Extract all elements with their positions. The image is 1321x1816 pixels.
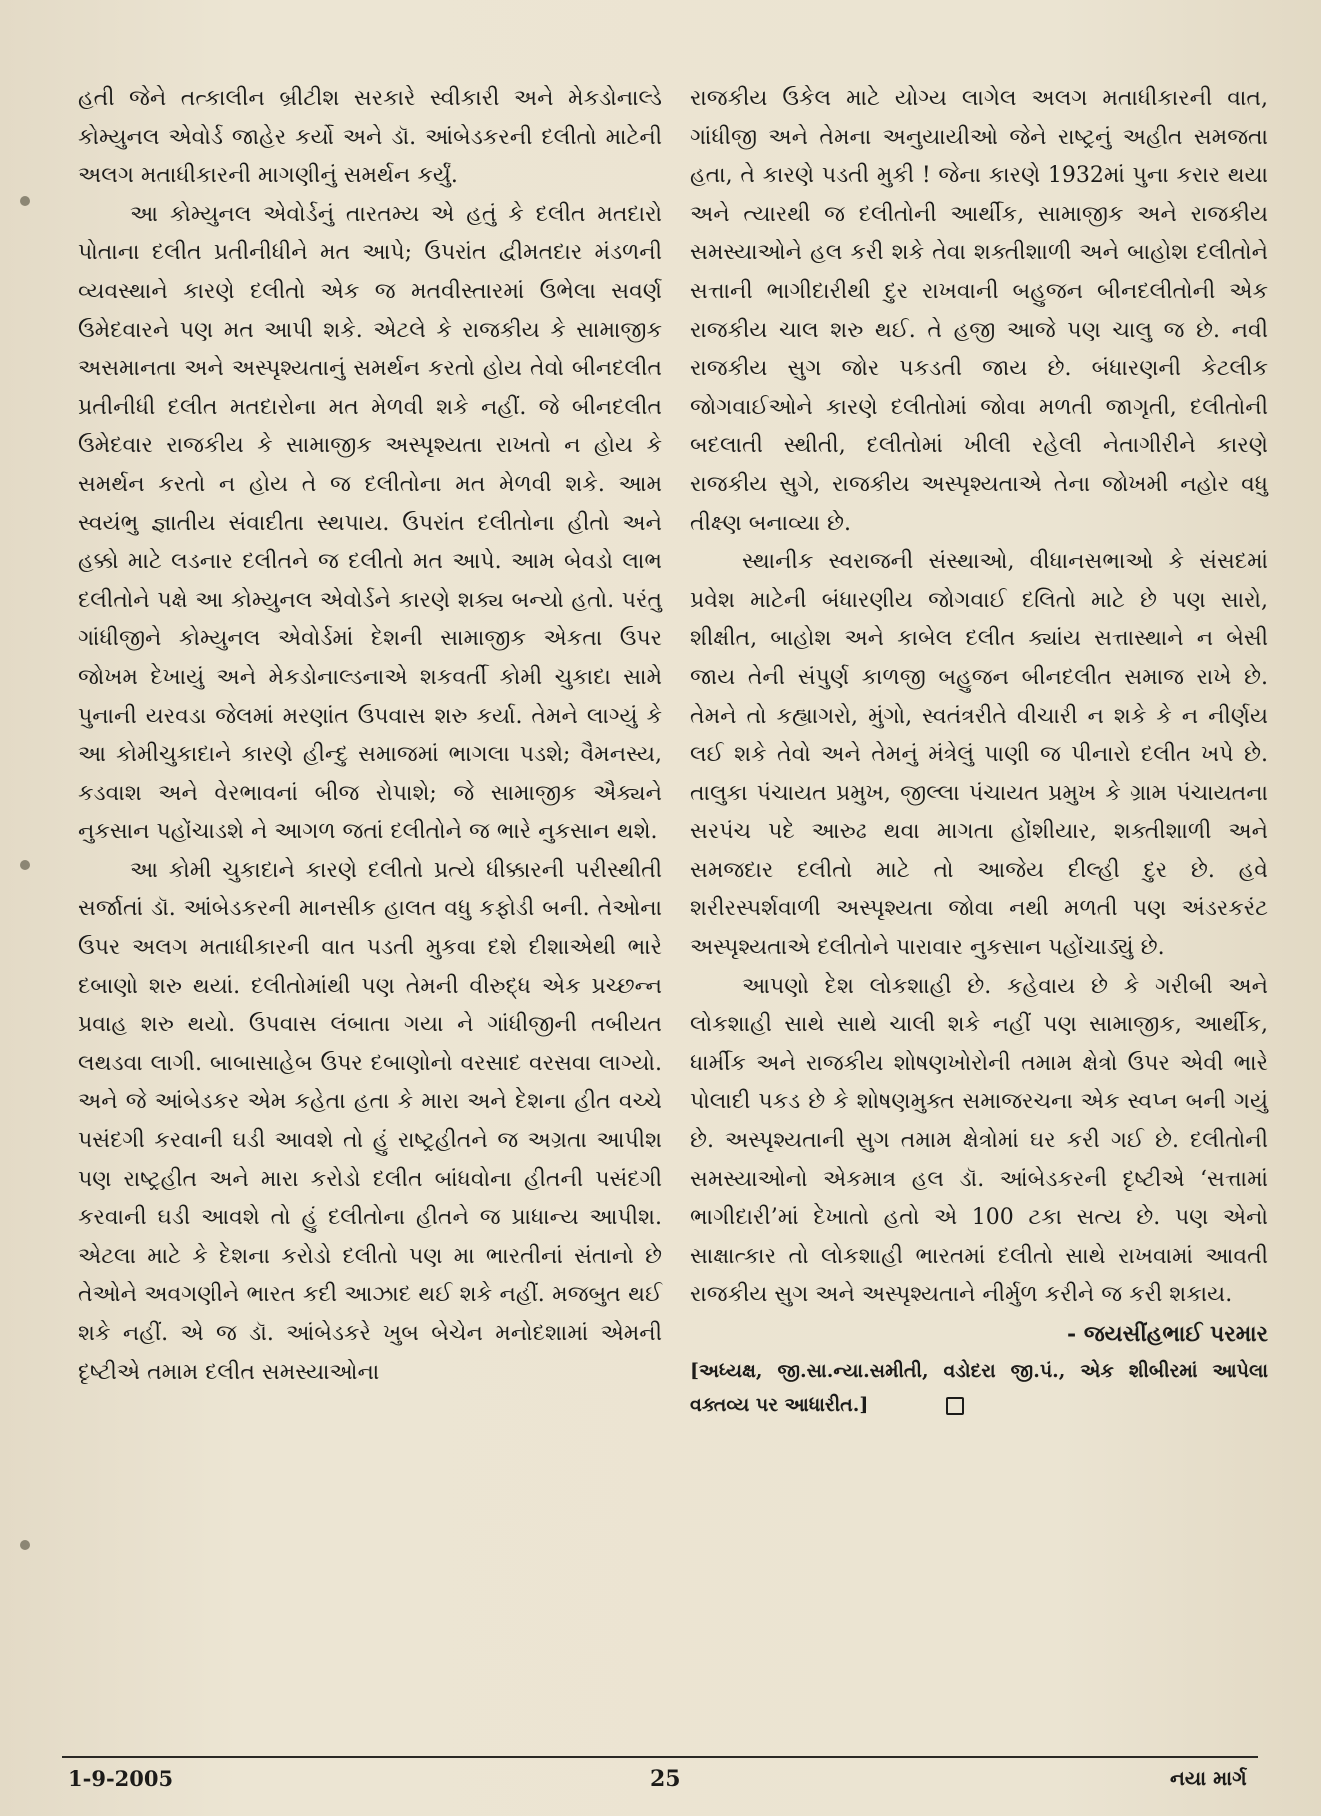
left-column <box>78 80 662 1392</box>
article-paragraph: આપણો દેશ લોકશાહી છે. કહેવાય છે કે ગરીબી અને લોકશાહી સાથે સાથે ચાલી શકે નહીં પણ સામાજીક, આર્થીક, ધાર્મીક અને રાજકીય શોષણખોરોની તમામ ક્ષેત્રો ઉપર એવી ભારે પોલાદી પકડ છે કે શોષણમુક્ત સમાજરચના એક સ્વપ્ન બની ગયું છે. અસ્પૃશ્યતાની સુગ તમામ ક્ષેત્રોમાં ઘર કરી ગઈ છે. દલીતોની સમસ્યાઓનો એકમાત્ર હલ ડૉ. આંબેડકરની દૃષ્ટીએ ‘સત્તામાં ભાગીદારી’માં દેખાતો હતો એ 100 ટકા સત્ય છે. પણ એનો સાક્ષાત્કાર તો લોકશાહી ભારતમાં દલીતો સાથે રાખવામાં આવતી રાજકીય સુગ અને અસ્પૃશ્યતાને નીર્મુળ કરીને જ કરી શકાય. <box>690 973 1268 1308</box>
footer-rule <box>62 1756 1258 1758</box>
page-number: 25 <box>650 1766 681 1792</box>
article-paragraph: રાજકીય ઉકેલ માટે યોગ્ય લાગેલ અલગ મતાધીકારની વાત, ગાંધીજી અને તેમના અનુયાયીઓ જેને રાષ્ટ્રનું અહીત સમજતા હતા, તે કારણે પડતી મુકી ! જેના કારણે 1932માં પુના કરાર થયા અને ત્યારથી જ દલીતોની આર્થીક, સામાજીક અને રાજકીય સમસ્યાઓને હલ કરી શકે તેવા શક્તીશાળી અને બાહોશ દલીતોને સત્તાની ભાગીદારીથી દુર રાખવાની બહુજન બીનદલીતોની એક રાજકીય ચાલ શરુ થઈ. તે હજી આજે પણ ચાલુ જ છે. નવી રાજકીય સુગ જોર પકડતી જાય છે. બંધારણની કેટલીક જોગવાઈઓને કારણે દલીતોમાં જોવા મળતી જાગૃતી, દલીતોની બદલાતી સ્થીતી, દલીતોમાં ખીલી રહેલી નેતાગીરીને કારણે રાજકીય સુગે, રાજકીય અસ્પૃશ્યતાએ તેના જોખમી નહોર વધુ તીક્ષ્ણ બનાવ્યા છે. <box>690 86 1268 536</box>
author-note <box>690 1354 1268 1422</box>
binding-hole <box>20 860 30 870</box>
binding-hole <box>20 1540 30 1550</box>
article-paragraph: હતી જેને તત્કાલીન બ્રીટીશ સરકારે સ્વીકારી અને મેકડોનાલ્ડે કોમ્યુનલ એવોર્ડ જાહેર કર્યો અને ડૉ. આંબેડકરની દલીતો માટેની અલગ મતાધીકારની માગણીનું સમર્થન કર્યું. <box>78 86 662 189</box>
binding-hole <box>20 196 30 206</box>
end-square-icon <box>946 1397 964 1415</box>
issue-date: 1-9-2005 <box>68 1766 174 1791</box>
article-paragraph: આ કોમી ચુકાદાને કારણે દલીતો પ્રત્યે ધીક્કારની પરીસ્થીતી સર્જાતાં ડૉ. આંબેડકરની માનસીક હાલત વધુ કફોડી બની. તેઓના ઉપર અલગ મતાધીકારની વાત પડતી મુકવા દશે દીશાએથી ભારે દબાણો શરુ થયાં. દલીતોમાંથી પણ તેમની વીરુદ્ધ એક પ્રચ્છન્ન પ્રવાહ શરુ થયો. ઉપવાસ લંબાતા ગયા ને ગાંધીજીની તબીયત લથડવા લાગી. બાબાસાહેબ ઉપર દબાણોનો વરસાદ વરસવા લાગ્યો. અને જે આંબેડકર એમ કહેતા હતા કે મારા અને દેશના હીત વચ્ચે પસંદગી કરવાની ઘડી આવશે તો હું રાષ્ટ્રહીતને જ અગ્રતા આપીશ પણ રાષ્ટ્રહીત અને મારા કરોડો દલીત બાંધવોના હીતની પસંદગી કરવાની ઘડી આવશે તો હું દલીતોના હીતને જ પ્રાધાન્ય આપીશ. એટલા માટે કે દેશના કરોડો દલીતો પણ મા ભારતીનાં સંતાનો છે તેઓને અવગણીને ભારત કદી આઝાદ થઈ શકે નહીં. મજબુત થઈ શકે નહીં. એ જ ડૉ. આંબેડકરે ખુબ બેચેન મનોદશામાં એમની દૃષ્ટીએ તમામ દલીત સમસ્યાઓના <box>78 857 662 1385</box>
author-note-text: [અધ્યક્ષ, જી.સા.ન્યા.સમીતી, વડોદરા જી.પં., એક શીબીરમાં આપેલા વક્તવ્ય પર આધારીત.] <box>690 1359 1268 1416</box>
right-column <box>690 80 1268 1422</box>
article-paragraph: આ કોમ્યુનલ એવોર્ડનું તારતમ્ય એ હતું કે દલીત મતદારો પોતાના દલીત પ્રતીનીધીને મત આપે; ઉપરાંત દ્વીમતદાર મંડળની વ્યવસ્થાને કારણે દલીતો એક જ મતવીસ્તારમાં ઉભેલા સવર્ણ ઉમેદવારને પણ મત આપી શકે. એટલે કે રાજકીય કે સામાજીક અસમાનતા અને અસ્પૃશ્યતાનું સમર્થન કરતો હોય તેવો બીનદલીત પ્રતીનીધી દલીત મતદારોના મત મેળવી શકે નહીં. જે બીનદલીત ઉમેદવાર રાજકીય કે સામાજીક અસ્પૃશ્યતા રાખતો ન હોય કે સમર્થન કરતો ન હોય તે જ દલીતોના મત મેળવી શકે. આમ સ્વયંભુ જ્ઞાતીય સંવાદીતા સ્થપાય. ઉપરાંત દલીતોના હીતો અને હક્કો માટે લડનાર દલીતને જ દલીતો મત આપે. આમ બેવડો લાભ દલીતોને પક્ષે આ કોમ્યુનલ એવોર્ડને કારણે શક્ય બન્યો હતો. પરંતુ ગાંધીજીને કોમ્યુનલ એવોર્ડમાં દેશની સામાજીક એકતા ઉપર જોખમ દેખાયું અને મેકડોનાલ્ડનાએ શકવર્તી કોમી ચુકાદા સામે પુનાની યરવડા જેલમાં મરણાંત ઉપવાસ શરુ કર્યા. તેમને લાગ્યું કે આ કોમીચુકાદાને કારણે હીન્દુ સમાજમાં ભાગલા પડશે; વૈમનસ્ય, કડવાશ અને વેરભાવનાં બીજ રોપાશે; જે સામાજીક ઐક્યને નુકસાન પહોંચાડશે ને આગળ જતાં દલીતોને જ ભારે નુકસાન થશે. <box>78 201 662 845</box>
article-paragraph: સ્થાનીક સ્વરાજની સંસ્થાઓ, વીધાનસભાઓ કે સંસદમાં પ્રવેશ માટેની બંધારણીય જોગવાઈ દલિતો માટે છે પણ સારો, શીક્ષીત, બાહોશ અને કાબેલ દલીત ક્યાંય સત્તાસ્થાને ન બેસી જાય તેની સંપુર્ણ કાળજી બહુજન બીનદલીત સમાજ રાખે છે. તેમને તો કહ્યાગરો, મુંગો, સ્વતંત્રરીતે વીચારી ન શકે કે ન નીર્ણય લઈ શકે તેવો અને તેમનું મંત્રેલું પાણી જ પીનારો દલીત ખપે છે. તાલુકા પંચાયત પ્રમુખ, જીલ્લા પંચાયત પ્રમુખ કે ગ્રામ પંચાયતના સરપંચ પદે આરુઢ થવા માગતા હોંશીયાર, શક્તીશાળી અને સમજદાર દલીતો માટે તો આજેય દીલ્હી દુર છે. હવે શરીરસ્પર્શવાળી અસ્પૃશ્યતા જોવા નથી મળતી પણ અંડરકરંટ અસ્પૃશ્યતાએ દલીતોને પારાવાર નુકસાન પહોંચાડ્યું છે. <box>690 549 1268 961</box>
magazine-name: નયા માર્ગ <box>1170 1766 1247 1790</box>
author-signature: - જયસીંહભાઈ પરમાર <box>1067 1321 1268 1347</box>
